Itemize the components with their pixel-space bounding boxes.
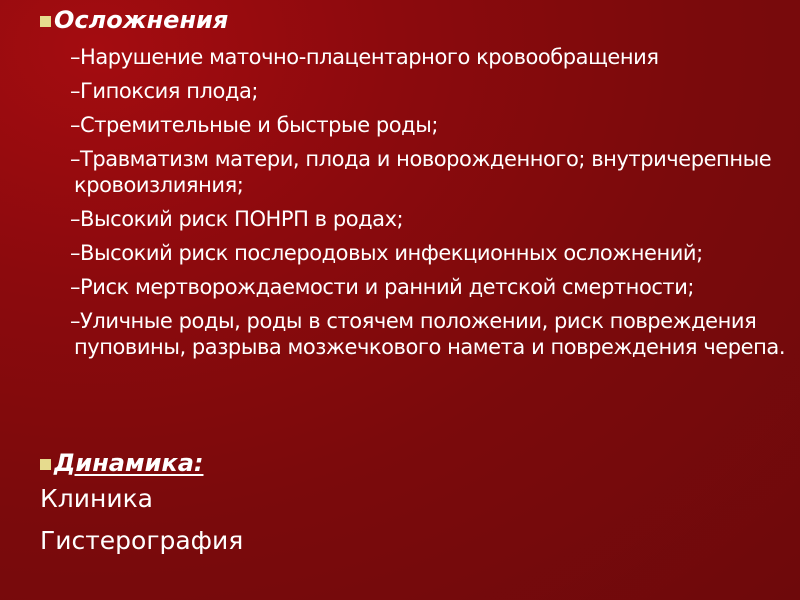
list-item: –Риск мертворождаемости и ранний детской смертности; (70, 275, 695, 299)
list-item: –Нарушение маточно-плацентарного кровообращения (70, 45, 659, 69)
dynamics-line-clinic: Клиника (40, 484, 153, 513)
heading-dynamics-text: Динамика: (54, 449, 204, 477)
complications-list (56, 44, 796, 368)
list-item: –Высокий риск послеродовых инфекционных осложнений; (70, 241, 703, 265)
square-bullet-icon (40, 16, 51, 27)
heading-complications (40, 8, 228, 32)
heading-complications-text: Осложнения (54, 6, 229, 34)
square-bullet-icon (40, 459, 51, 470)
heading-dynamics (40, 451, 203, 475)
list-item: –Высокий риск ПОНРП в родах; (70, 207, 404, 231)
dynamics-line-hysterography: Гистерография (40, 526, 244, 555)
list-item: –Травматизм матери, плода и новорожденного; внутричерепные кровоизлияния; (70, 147, 772, 197)
list-item: –Уличные роды, роды в стоячем положении, риск повреждения пуповины, разрыва мозжечкового намета и повреждения черепа. (70, 309, 786, 359)
list-item: –Стремительные и быстрые роды; (70, 113, 438, 137)
list-item: –Гипоксия плода; (70, 79, 258, 103)
